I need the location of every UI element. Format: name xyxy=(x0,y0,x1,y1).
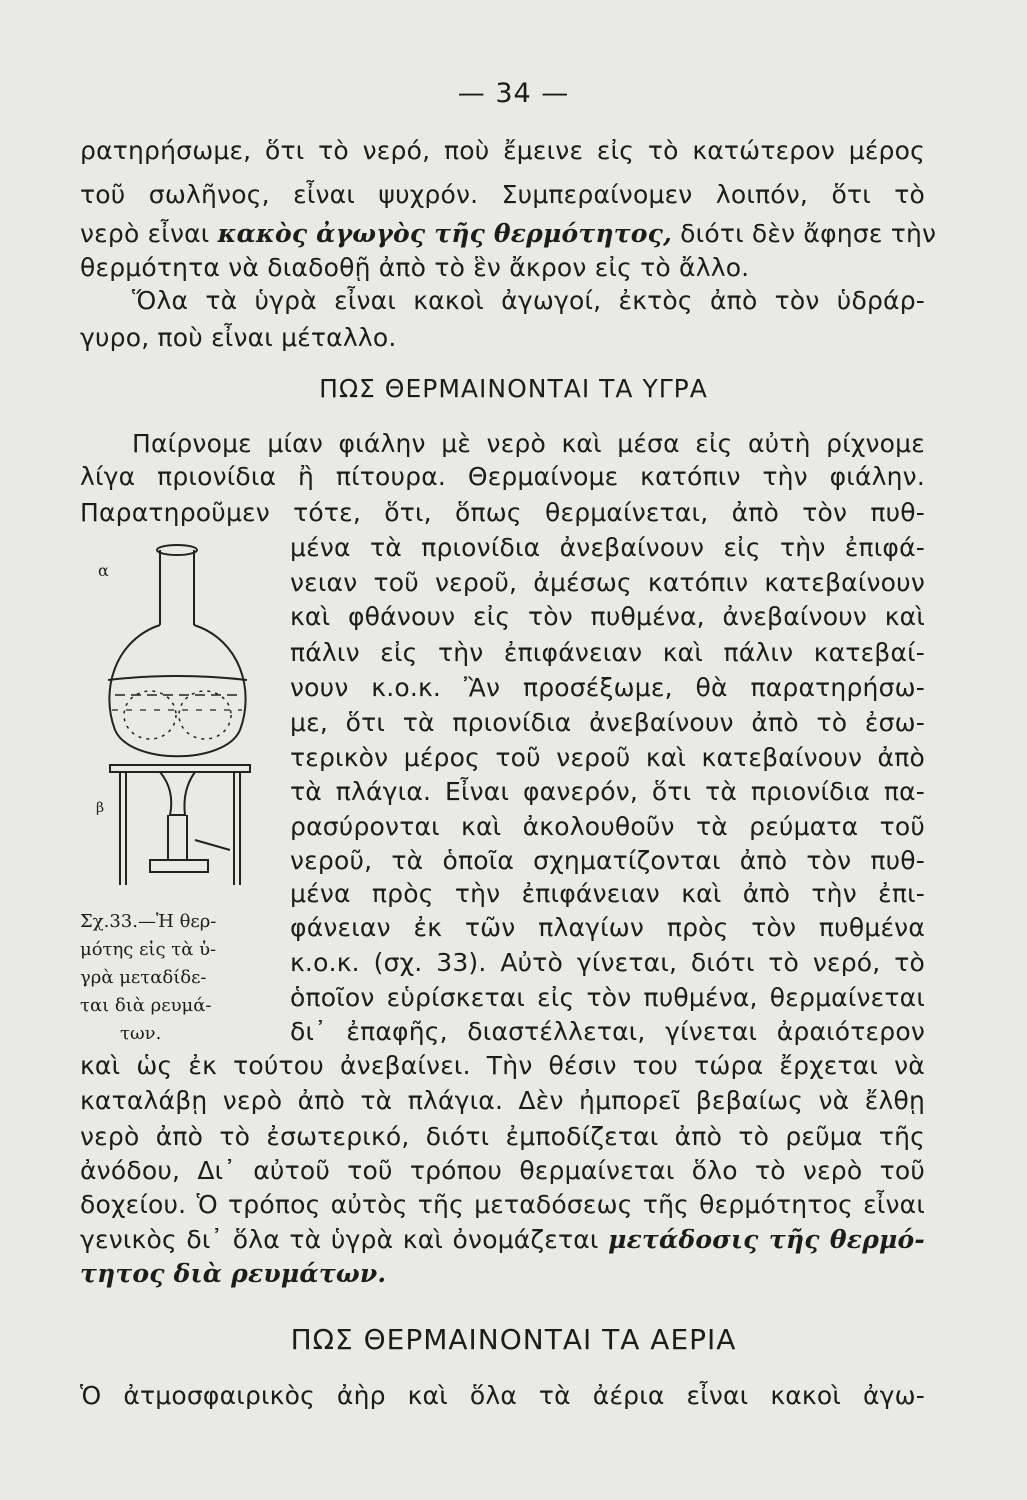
text-run: διότι δὲν ἄφησε τὴν xyxy=(680,219,937,248)
text-line: Ὁ ἀτμοσφαιρικὸς ἀὴρ καὶ ὅλα τὰ ἀέρια εἶναι κακοὶ ἀγω- xyxy=(80,1381,925,1410)
figure-caption xyxy=(80,908,280,1048)
text-line: ἀνόδου, Δι᾽ αὐτοῦ τοῦ τρόπου θερμαίνεται ὅλο τὸ νερὸ τοῦ xyxy=(80,1156,925,1185)
text-line: με, ὅτι τὰ πριονίδια ἀνεβαίνουν ἀπὸ τὸ ἐσω- xyxy=(290,708,925,737)
caption-line: μότης εἰς τὰ ὑ- xyxy=(80,939,217,960)
caption-line: των. xyxy=(120,1023,162,1044)
text-line: καὶ ὡς ἐκ τούτου ἀνεβαίνει. Τὴν θέσιν του τώρα ἔρχεται νὰ xyxy=(80,1051,925,1080)
figure-mark: α xyxy=(98,561,109,580)
text-line: ρατηρήσωμε, ὅτι τὸ νερό, ποὺ ἔμεινε εἰς τὸ κατώτερον μέρος xyxy=(80,136,925,165)
text-line: Παίρνομε μίαν φιάλην μὲ νερὸ καὶ μέσα εἰς αὐτὴ ρίχνομε xyxy=(132,429,925,458)
caption-line: Σχ.33.—Ἡ θερ- xyxy=(80,911,217,932)
text-run: νερὸ εἶναι xyxy=(80,219,210,248)
text-line: μένα πρὸς τὴν ἐπιφάνειαν καὶ ἀπὸ τὴν ἐπι- xyxy=(290,879,925,908)
text-line: καὶ φθάνουν εἰς τὸν πυθμένα, ἀνεβαίνουν καὶ xyxy=(290,602,925,631)
text-line: λίγα πριονίδια ἢ πίτουρα. Θερμαίνομε κατόπιν τὴν φιάλην. xyxy=(80,462,925,491)
emphasized-term: μετάδοσις τῆς θερμό- xyxy=(608,1225,925,1254)
text-line: Ὅλα τὰ ὑγρὰ εἶναι κακοὶ ἀγωγοί, ἐκτὸς ἀπὸ τὸν ὑδράρ- xyxy=(132,286,925,315)
text-line: νερὸ ἀπὸ τὸ ἐσωτερικό, διότι ἐμποδίζεται ἀπὸ τὸ ρεῦμα τῆς xyxy=(80,1122,925,1151)
text-line: μένα τὰ πριονίδια ἀνεβαίνουν εἰς τὴν ἐπιφά- xyxy=(290,533,925,562)
text-line xyxy=(80,1225,925,1254)
text-line: νειαν τοῦ νεροῦ, ἀμέσως κατόπιν κατεβαίνουν xyxy=(290,568,925,597)
caption-line: γρὰ μεταδίδε- xyxy=(80,967,207,988)
text-line: ρασύρονται καὶ ἀκολουθοῦν τὰ ρεύματα τοῦ xyxy=(290,812,925,841)
text-line xyxy=(80,1259,925,1288)
section-heading: ΠΩΣ ΘΕΡΜΑΙΝΟΝΤΑΙ ΤΑ ΑΕΡΙΑ xyxy=(290,1323,737,1356)
text-line: γυρο, ποὺ εἶναι μέταλλο. xyxy=(80,323,397,352)
section-heading: ΠΩΣ ΘΕΡΜΑΙΝΟΝΤΑΙ ΤΑ ΥΓΡΑ xyxy=(319,374,708,403)
text-run: γενικὸς δι᾽ ὅλα τὰ ὑγρὰ καὶ ὀνομάζεται xyxy=(80,1225,599,1254)
text-line: ὁποῖον εὑρίσκεται εἰς τὸν πυθμένα, θερμαίνεται xyxy=(290,983,925,1012)
text-line: τὰ πλάγια. Εἶναι φανερόν, ὅτι τὰ πριονίδια πα- xyxy=(290,777,925,806)
text-line: καταλάβῃ νερὸ ἀπὸ τὰ πλάγια. Δὲν ἠμπορεῖ βεβαίως νὰ ἔλθῃ xyxy=(80,1086,925,1115)
emphasized-term: κακὸς ἀγωγὸς τῆς θερμότητος, xyxy=(217,219,673,248)
text-line: δι᾽ ἐπαφῆς, διαστέλλεται, γίνεται ἀραιότερον xyxy=(290,1017,925,1046)
caption-line: ται διὰ ρευμά- xyxy=(80,995,212,1016)
text-line: Παρατηροῦμεν τότε, ὅτι, ὅπως θερμαίνεται, ἀπὸ τὸν πυθ- xyxy=(80,498,925,527)
text-line xyxy=(80,219,937,248)
text-line: πάλιν εἰς τὴν ἐπιφάνειαν καὶ πάλιν κατεβαί- xyxy=(290,638,925,667)
text-line: τερικὸν μέρος τοῦ νεροῦ καὶ κατεβαίνουν ἀπὸ xyxy=(290,743,925,772)
flask-illustration xyxy=(90,540,290,900)
figure-mark: β xyxy=(96,800,105,816)
text-line: νεροῦ, τὰ ὁποῖα σχηματίζονται ἀπὸ τὸν πυθ- xyxy=(290,846,925,875)
text-line: δοχείου. Ὁ τρόπος αὐτὸς τῆς μεταδόσεως τῆς θερμότητος εἶναι xyxy=(80,1190,925,1219)
text-line: θερμότητα νὰ διαδοθῇ ἀπὸ τὸ ἓν ἄκρον εἰς τὸ ἄλλο. xyxy=(80,253,750,282)
emphasized-term: τητος διὰ ρευμάτων. xyxy=(80,1259,387,1288)
text-line: κ.ο.κ. (σχ. 33). Αὐτὸ γίνεται, διότι τὸ νερό, τὸ xyxy=(290,948,925,977)
text-line: τοῦ σωλῆνος, εἶναι ψυχρόν. Συμπεραίνομεν λοιπόν, ὅτι τὸ xyxy=(80,180,925,209)
page-number: — 34 — xyxy=(457,78,570,109)
text-line: φάνειαν ἐκ τῶν πλαγίων πρὸς τὸν πυθμένα xyxy=(290,913,925,942)
text-line: νουν κ.ο.κ. Ἂν προσέξωμε, θὰ παρατηρήσω- xyxy=(290,673,925,702)
